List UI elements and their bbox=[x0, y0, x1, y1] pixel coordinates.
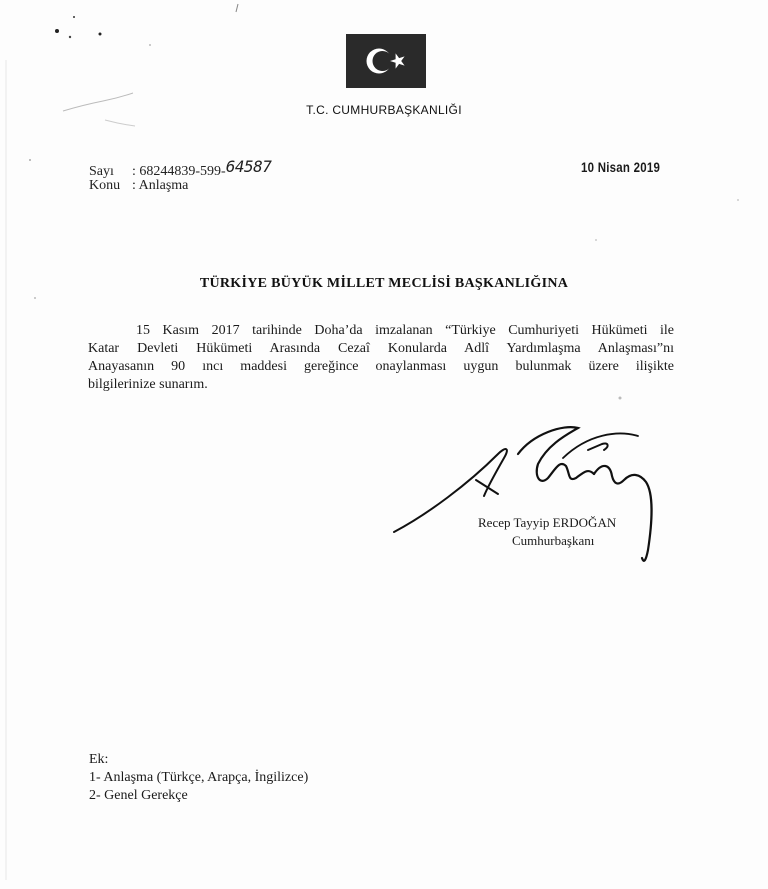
konu-value: : Anlaşma bbox=[132, 178, 189, 193]
recipient-heading: TÜRKİYE BÜYÜK MİLLET MECLİSİ BAŞKANLIĞINA bbox=[199, 276, 569, 291]
attachments-list bbox=[89, 751, 308, 805]
attachments-label: Ek: bbox=[89, 752, 109, 767]
institution-name: T.C. CUMHURBAŞKANLIĞI bbox=[306, 103, 462, 117]
attachment-item: 1- Anlaşma (Türkçe, Arapça, İngilizce) bbox=[89, 770, 309, 785]
turkish-flag-emblem bbox=[346, 34, 426, 88]
sayi-value: : 68244839-599- bbox=[132, 164, 226, 179]
body-line: Katar Devleti Hükümeti Arasında Cezaî Konularda Adlî Yardımlaşma Anlaşması”nı bbox=[88, 341, 674, 356]
crescent-star-icon bbox=[346, 34, 426, 88]
sayi-label: Sayı bbox=[89, 164, 114, 179]
handwritten-signature bbox=[388, 424, 668, 574]
sayi-row bbox=[89, 157, 272, 180]
letter-body bbox=[88, 322, 674, 394]
body-line: bilgilerinize sunarım. bbox=[88, 377, 208, 392]
body-line: 15 Kasım 2017 tarihinde Doha’da imzalanan “Türkiye Cumhuriyeti Hükümeti ile bbox=[136, 323, 674, 338]
document-date: 10 Nisan 2019 bbox=[581, 159, 661, 175]
konu-row bbox=[89, 178, 188, 194]
signer-name: Recep Tayyip ERDOĞAN bbox=[478, 515, 617, 530]
signer-title: Cumhurbaşkanı bbox=[512, 533, 595, 548]
konu-label: Konu bbox=[89, 178, 121, 193]
sayi-handwritten-number: 64587 bbox=[225, 157, 272, 176]
body-line: Anayasanın 90 ıncı maddesi gereğince onaylanması uygun bulunmak üzere ilişikte bbox=[88, 359, 674, 374]
attachment-item: 2- Genel Gerekçe bbox=[89, 788, 188, 803]
